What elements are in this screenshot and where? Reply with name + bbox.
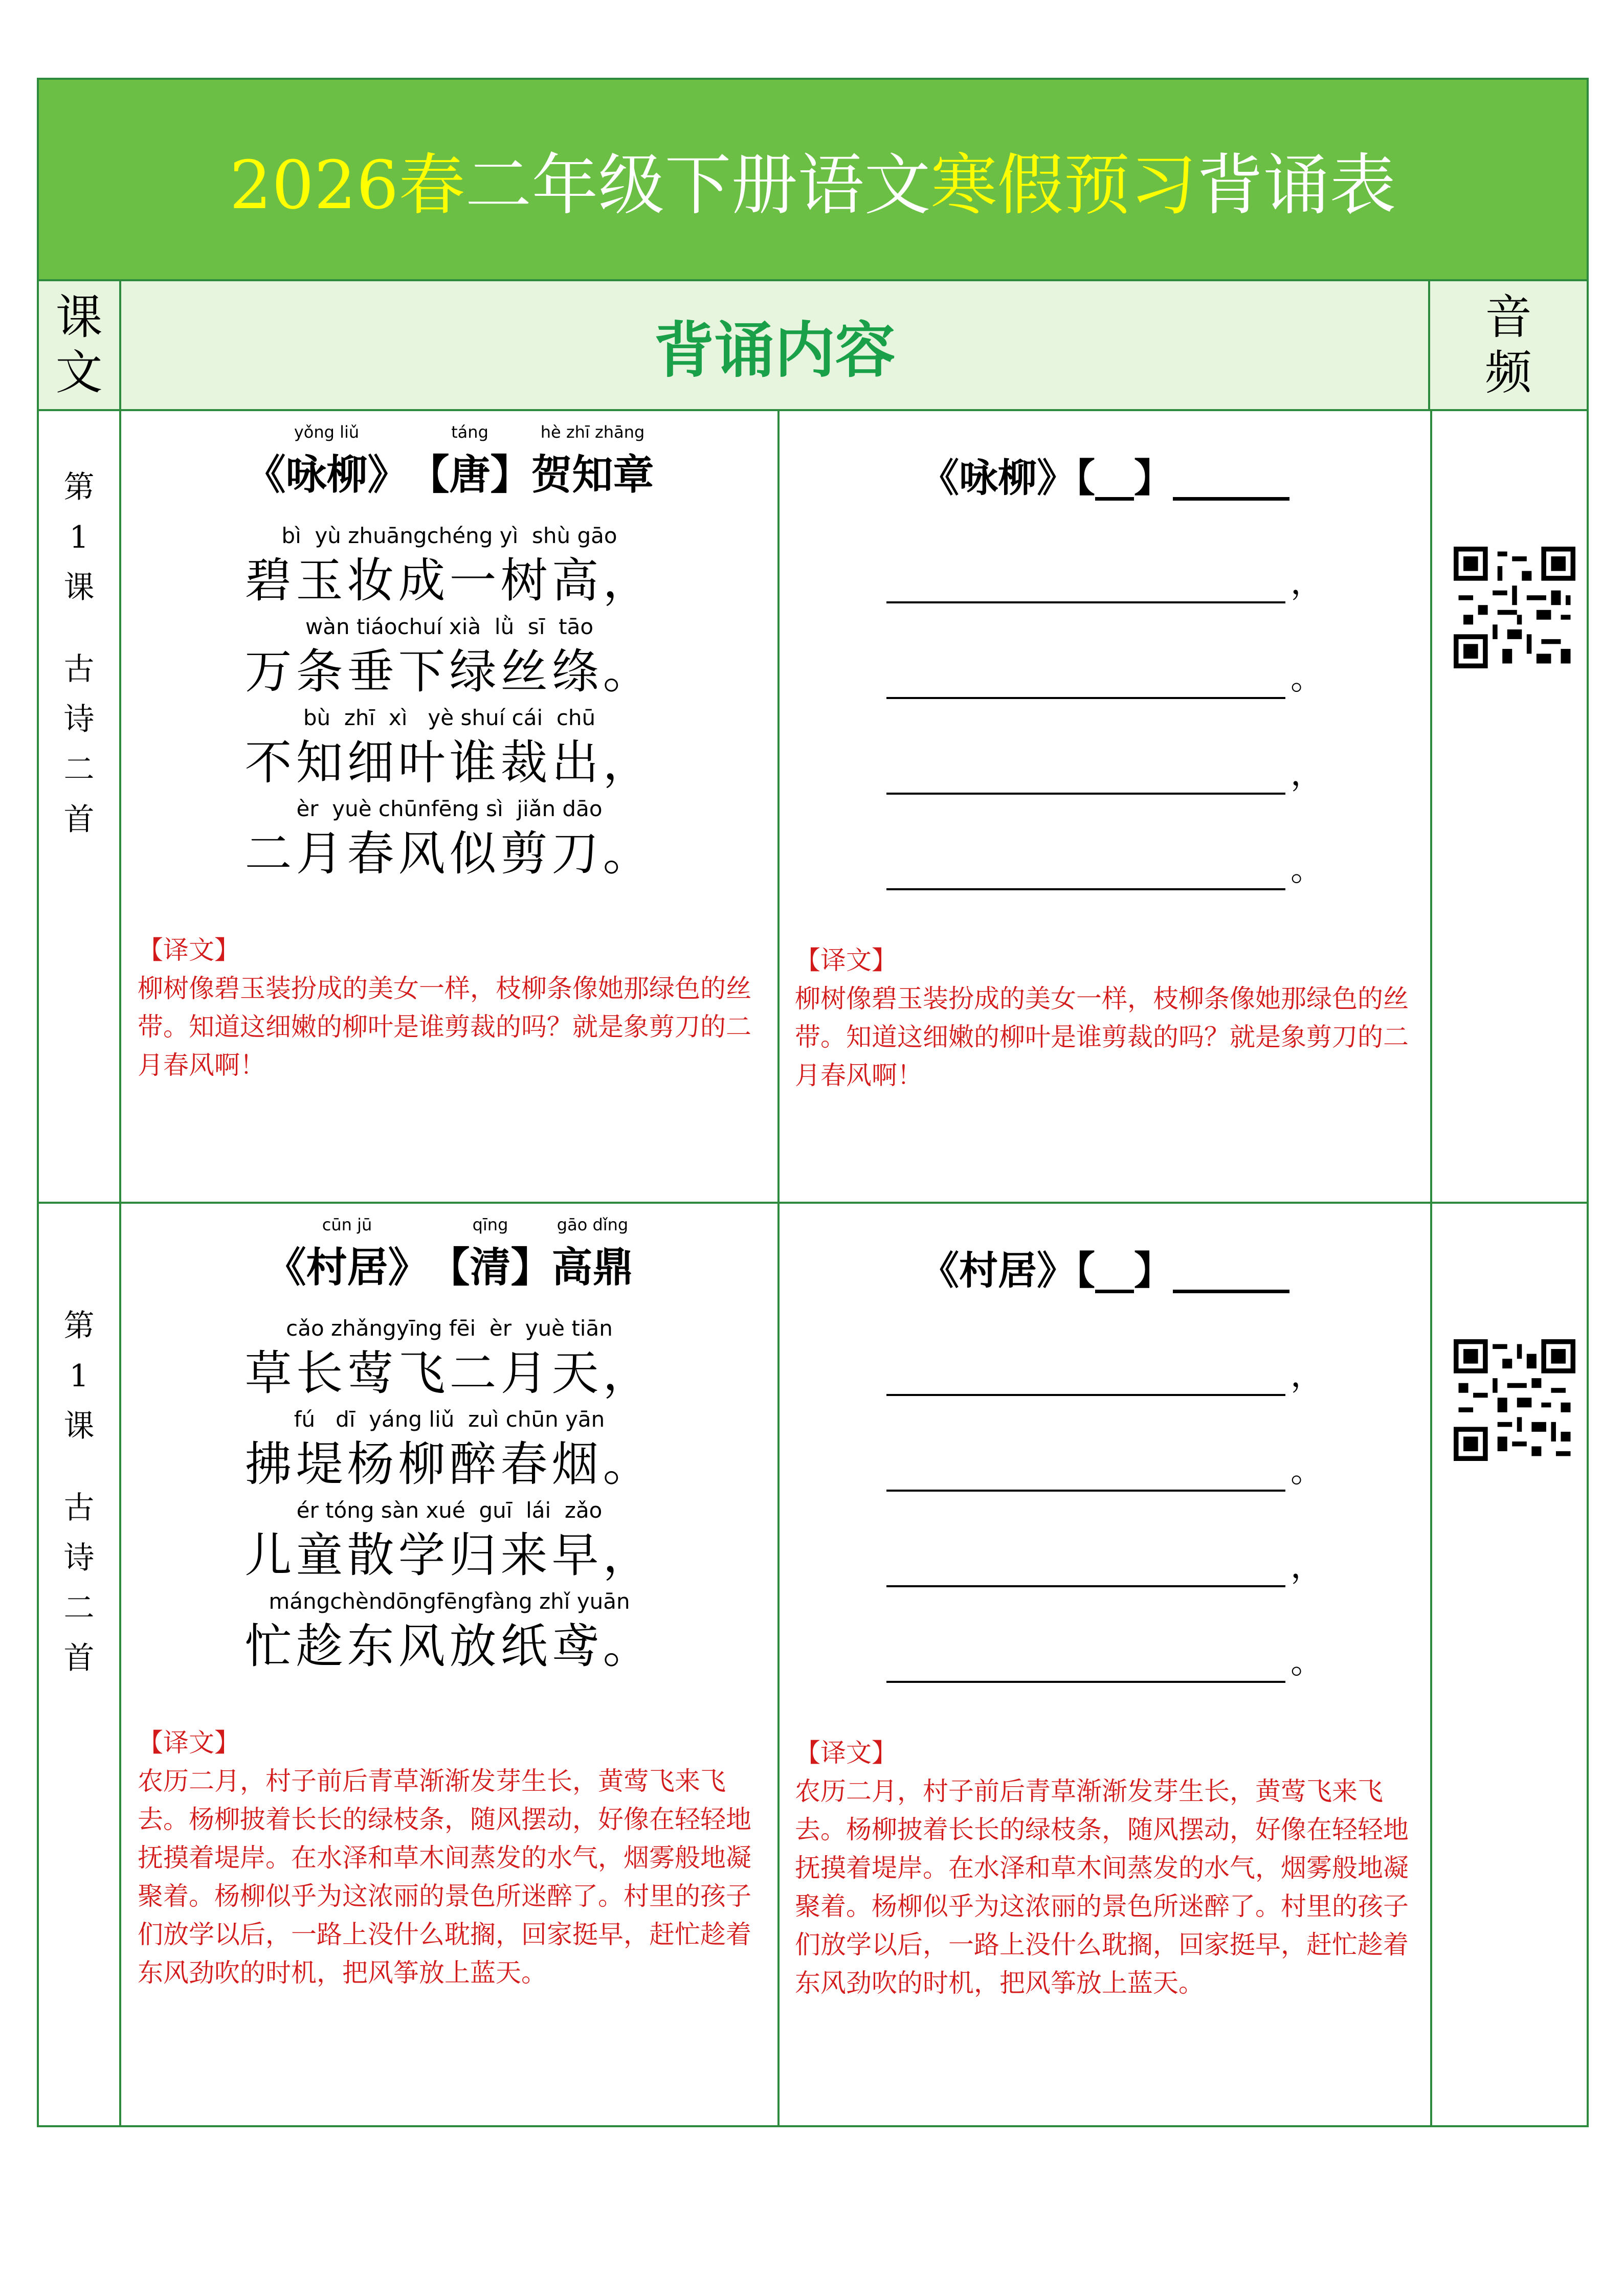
translation: 【译文】 柳树像碧玉装扮成的美女一样，枝柳条像她那绿色的丝带。知道这细嫩的柳叶是谁剪裁的吗？就是象剪刀的二月春风啊！: [138, 935, 751, 1080]
fill-blank-line[interactable]: 。: [780, 603, 1430, 699]
poem-cell: [121, 411, 780, 1202]
header-audio: 音 频: [1484, 290, 1532, 400]
fill-blank-line[interactable]: ，: [780, 1492, 1430, 1587]
fill-blank-line[interactable]: 。: [780, 1587, 1430, 1683]
recitation-sheet: [37, 78, 1589, 2127]
poem-line: bì yù zhuāngchéng yì shù gāo 碧玉妆成一树高，: [244, 523, 654, 608]
poem-line: cǎo zhǎngyīng fēi èr yuè tiān 草长莺飞二月天，: [244, 1316, 654, 1401]
poem-line: ér tóng sàn xué guī lái zǎo 儿童散学归来早，: [244, 1498, 654, 1583]
lesson-label: 第 1 课 古 诗 二 首: [39, 1204, 121, 2125]
audio-cell: [1432, 1204, 1587, 2125]
practice-translation: 【译文】 农历二月，村子前后青草渐渐发芽生长，黄莺飞来飞去。杨柳披着长长的绿枝条，随风摆动，好像在轻轻地抚摸着堤岸。在水泽和草木间蒸发的水气，烟雾般地凝聚着。杨柳似乎为这浓丽的景色所迷醉了。村里的孩子们放学以后，一路上没什么耽搁，回家挺早，赶忙趁着东风劲吹的时机，把风筝放上蓝天。: [795, 1738, 1409, 1998]
table-header: [39, 281, 1587, 411]
poem-line: èr yuè chūnfēng sì jiǎn dāo 二月春风似剪刀。: [244, 796, 654, 881]
header-lesson: 课 文: [39, 281, 121, 409]
poem-line: fú dī yáng liǔ zuì chūn yān 拂堤杨柳醉春烟。: [244, 1407, 654, 1492]
practice-title: 《村居》【__】______: [920, 1248, 1289, 1293]
audio-cell: [1432, 411, 1587, 1202]
fill-blank-line[interactable]: ，: [780, 1300, 1430, 1396]
poem-cell: [121, 1204, 780, 2125]
page-title: 2026春 二年级下册语文 寒假预习 背诵表: [39, 80, 1587, 281]
practice-title: 《咏柳》【__】______: [920, 455, 1289, 501]
poem-line: wàn tiáochuí xià lǜ sī tāo 万条垂下绿丝绦。: [244, 614, 654, 699]
fill-blank-line[interactable]: ，: [780, 699, 1430, 795]
poem-line: mángchèndōngfēngfàng zhǐ yuān 忙趁东风放纸鸢。: [244, 1589, 654, 1674]
practice-cell: [780, 1204, 1432, 2125]
header-content: 背诵内容: [121, 281, 1430, 409]
fill-blank-line[interactable]: 。: [780, 1396, 1430, 1492]
lesson-row: [39, 1204, 1587, 2125]
fill-blank-line[interactable]: 。: [780, 795, 1430, 890]
qr-code-icon[interactable]: [1454, 1339, 1575, 1461]
translation: 【译文】 农历二月，村子前后青草渐渐发芽生长，黄莺飞来飞去。杨柳披着长长的绿枝条，随风摆动，好像在轻轻地抚摸着堤岸。在水泽和草木间蒸发的水气，烟雾般地凝聚着。杨柳似乎为这浓丽的景色所迷醉了。村里的孩子们放学以后，一路上没什么耽搁，回家挺早，赶忙趁着东风劲吹的时机，把风筝放上蓝天。: [138, 1728, 751, 1988]
lesson-label: 第 1 课 古 诗 二 首: [39, 411, 121, 1202]
poem-line: bù zhī xì yè shuí cái chū 不知细叶谁裁出，: [244, 705, 654, 790]
practice-translation: 【译文】 柳树像碧玉装扮成的美女一样，枝柳条像她那绿色的丝带。知道这细嫩的柳叶是谁剪裁的吗？就是象剪刀的二月春风啊！: [795, 946, 1409, 1090]
qr-code-icon[interactable]: [1454, 547, 1575, 668]
fill-blank-line[interactable]: ，: [780, 508, 1430, 603]
practice-cell: [780, 411, 1432, 1202]
poem-title: yǒng liǔ 《咏柳》 táng 【唐】 hè zhī zhāng 贺知章: [244, 422, 654, 499]
poem-title: cūn jū 《村居》 qīng 【清】 gāo dǐng 高鼎: [265, 1215, 634, 1291]
lesson-row: [39, 411, 1587, 1204]
